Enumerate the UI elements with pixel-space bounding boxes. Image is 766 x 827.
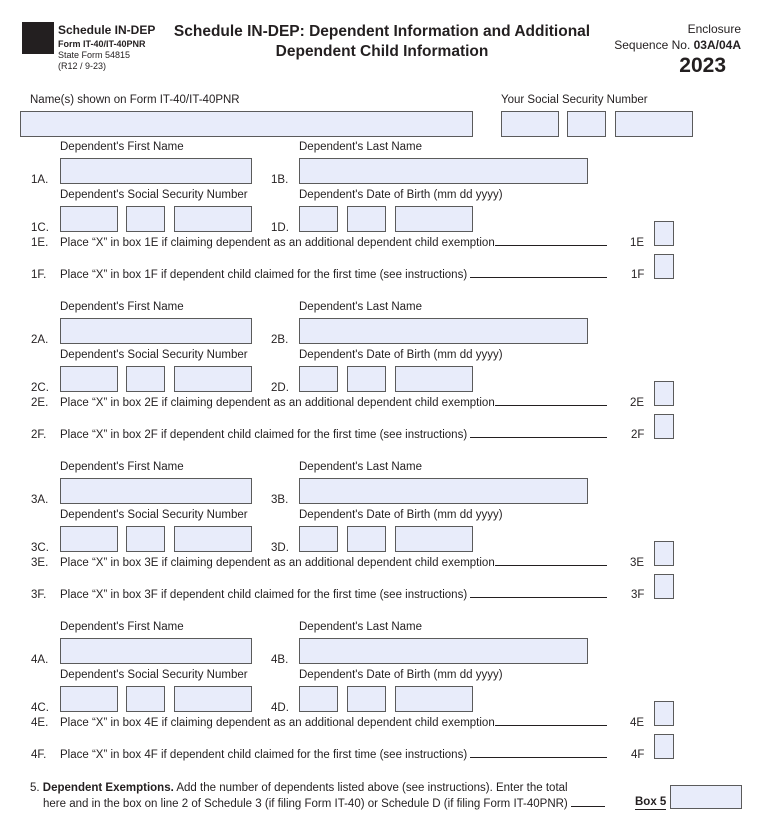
sequence-value: 03A/04A [693, 38, 741, 52]
dep1-line-a: 1A. [31, 174, 49, 186]
leader-line [495, 717, 607, 726]
dep2-dob-month[interactable] [299, 366, 338, 392]
leader-line [495, 557, 607, 566]
dep2-box-e-label: 2E [630, 397, 645, 409]
dep1-first-time-checkbox[interactable] [654, 254, 674, 279]
dep4-first-name-field[interactable] [60, 638, 252, 664]
dep1-box-f-label: 1F [631, 269, 645, 281]
leader-line [470, 589, 607, 598]
dep3-dob-month[interactable] [299, 526, 338, 552]
box5-field[interactable] [670, 785, 742, 809]
dep4-line-a: 4A. [31, 654, 49, 666]
dep3-dob-year[interactable] [395, 526, 473, 552]
dep4-line-d: 4D. [271, 702, 289, 714]
dep4-first-name-label: Dependent's First Name [60, 621, 184, 633]
state-form-number: State Form 54815 [58, 50, 131, 60]
dep2-box-f-label: 2F [631, 429, 645, 441]
dep3-ssn-label: Dependent's Social Security Number [60, 509, 248, 521]
dep1-line-d: 1D. [271, 222, 289, 234]
dep4-dob-year[interactable] [395, 686, 473, 712]
dep4-dob-label: Dependent's Date of Birth (mm dd yyyy) [299, 669, 503, 681]
dep1-line-f: 1F. [31, 269, 47, 281]
line5-instruction-2: here and in the box on line 2 of Schedule 3 (if filing Form IT-40) or Schedule D (if filing Form IT-40PNR) [43, 798, 568, 810]
dep4-additional-exemption-text [60, 717, 607, 730]
revision-date: (R12 / 9-23) [58, 61, 107, 71]
dep4-e-instruction: Place “X” in box 4E if claiming dependent as an additional dependent child exemption [60, 717, 495, 729]
leader-line [571, 798, 605, 807]
dep3-f-instruction: Place “X” in box 3F if dependent child claimed for the first time (see instructions) [60, 589, 468, 601]
box5-label: Box 5 [635, 796, 667, 808]
leader-line [495, 237, 607, 246]
dep3-additional-exemption-text [60, 557, 607, 570]
dep2-f-instruction: Place “X” in box 2F if dependent child claimed for the first time (see instructions) [60, 429, 468, 441]
dep3-first-time-text [60, 589, 607, 602]
dep3-last-name-field[interactable] [299, 478, 588, 504]
dep1-dob-month[interactable] [299, 206, 338, 232]
dep3-dob-label: Dependent's Date of Birth (mm dd yyyy) [299, 509, 503, 521]
dep1-dob-year[interactable] [395, 206, 473, 232]
dep2-line-c: 2C. [31, 382, 49, 394]
dep2-dob-year[interactable] [395, 366, 473, 392]
line5-number: 5. [30, 782, 40, 794]
dep1-ssn-label: Dependent's Social Security Number [60, 189, 248, 201]
dep2-line-a: 2A. [31, 334, 49, 346]
dep4-first-time-text [60, 749, 607, 762]
dep2-ssn-part3[interactable] [174, 366, 252, 392]
dep3-box-e-label: 3E [630, 557, 645, 569]
dep2-dob-label: Dependent's Date of Birth (mm dd yyyy) [299, 349, 503, 361]
dep2-line-f: 2F. [31, 429, 47, 441]
dep1-dob-day[interactable] [347, 206, 386, 232]
dep4-line-f: 4F. [31, 749, 47, 761]
dep1-first-name-label: Dependent's First Name [60, 141, 184, 153]
dep2-ssn-label: Dependent's Social Security Number [60, 349, 248, 361]
leader-line [470, 269, 607, 278]
sequence-number [614, 38, 741, 52]
form-reference: Form IT-40/IT-40PNR [58, 39, 146, 49]
dep1-box-e-label: 1E [630, 237, 645, 249]
dep4-dob-day[interactable] [347, 686, 386, 712]
dep3-line-e: 3E. [31, 557, 49, 569]
dep2-ssn-part1[interactable] [60, 366, 118, 392]
dep1-additional-exemption-text [60, 237, 607, 250]
dep2-ssn-part2[interactable] [126, 366, 165, 392]
indiana-logo [22, 22, 54, 54]
dep2-last-name-label: Dependent's Last Name [299, 301, 423, 313]
dep3-first-name-field[interactable] [60, 478, 252, 504]
enclosure-label: Enclosure [687, 22, 741, 36]
dep3-ssn-part3[interactable] [174, 526, 252, 552]
dep3-line-d: 3D. [271, 542, 289, 554]
dep2-additional-exemption-text [60, 397, 607, 410]
dep1-line-c: 1C. [31, 222, 49, 234]
dep1-first-time-text [60, 269, 607, 282]
taxpayer-ssn-part3[interactable] [615, 111, 693, 137]
dep4-line-c: 4C. [31, 702, 49, 714]
dep1-last-name-label: Dependent's Last Name [299, 141, 423, 153]
dep2-line-b: 2B. [271, 334, 289, 346]
dep4-line-b: 4B. [271, 654, 289, 666]
dep4-box-f-label: 4F [631, 749, 645, 761]
leader-line [495, 397, 607, 406]
dep2-first-time-checkbox[interactable] [654, 414, 674, 439]
dep4-first-time-checkbox[interactable] [654, 734, 674, 759]
dep3-line-b: 3B. [271, 494, 289, 506]
dep3-ssn-part2[interactable] [126, 526, 165, 552]
dep1-ssn-part2[interactable] [126, 206, 165, 232]
dep4-last-name-field[interactable] [299, 638, 588, 664]
dep3-box-f-label: 3F [631, 589, 645, 601]
dep4-ssn-label: Dependent's Social Security Number [60, 669, 248, 681]
dep2-first-time-text [60, 429, 607, 442]
dep1-ssn-part1[interactable] [60, 206, 118, 232]
dep3-line-f: 3F. [31, 589, 47, 601]
dep3-line-c: 3C. [31, 542, 49, 554]
taxpayer-ssn-label: Your Social Security Number [501, 94, 648, 106]
line5-instruction-1: Add the number of dependents listed above (see instructions). Enter the total [176, 782, 568, 794]
leader-line [470, 429, 607, 438]
page-title [170, 22, 594, 62]
dep4-f-instruction: Place “X” in box 4F if dependent child claimed for the first time (see instructions) [60, 749, 468, 761]
dep2-dob-day[interactable] [347, 366, 386, 392]
tax-year: 2023 [679, 54, 726, 77]
dep1-dob-label: Dependent's Date of Birth (mm dd yyyy) [299, 189, 503, 201]
dep4-additional-exemption-checkbox[interactable] [654, 701, 674, 726]
taxpayer-name-label: Name(s) shown on Form IT-40/IT-40PNR [30, 94, 240, 106]
dep2-line-e: 2E. [31, 397, 49, 409]
title-line-2: Dependent Child Information [275, 43, 489, 60]
dep4-last-name-label: Dependent's Last Name [299, 621, 423, 633]
dep4-box-e-label: 4E [630, 717, 645, 729]
dep2-first-name-field[interactable] [60, 318, 252, 344]
dep3-first-time-checkbox[interactable] [654, 574, 674, 599]
taxpayer-ssn-part1[interactable] [501, 111, 559, 137]
dep1-ssn-part3[interactable] [174, 206, 252, 232]
dep2-last-name-field[interactable] [299, 318, 588, 344]
dep4-ssn-part2[interactable] [126, 686, 165, 712]
dep2-line-d: 2D. [271, 382, 289, 394]
schedule-name: Schedule IN-DEP [58, 23, 156, 37]
dep2-first-name-label: Dependent's First Name [60, 301, 184, 313]
dep1-first-name-field[interactable] [60, 158, 252, 184]
dep4-line-e: 4E. [31, 717, 49, 729]
dep1-f-instruction: Place “X” in box 1F if dependent child claimed for the first time (see instructions) [60, 269, 468, 281]
dep3-line-a: 3A. [31, 494, 49, 506]
leader-line [470, 749, 607, 758]
dep3-additional-exemption-checkbox[interactable] [654, 541, 674, 566]
line5-heading: Dependent Exemptions. [42, 782, 174, 794]
line5-text-1 [30, 782, 568, 795]
dep4-dob-month[interactable] [299, 686, 338, 712]
dep3-last-name-label: Dependent's Last Name [299, 461, 423, 473]
dep1-e-instruction: Place “X” in box 1E if claiming dependent as an additional dependent child exemption [60, 237, 495, 249]
dep1-additional-exemption-checkbox[interactable] [654, 221, 674, 246]
dep3-e-instruction: Place “X” in box 3E if claiming dependent as an additional dependent child exemption [60, 557, 495, 569]
dep2-e-instruction: Place “X” in box 2E if claiming dependent as an additional dependent child exemption [60, 397, 495, 409]
title-line-1: Schedule IN-DEP: Dependent Information and Additional [173, 23, 591, 40]
dep4-ssn-part1[interactable] [60, 686, 118, 712]
taxpayer-ssn-part2[interactable] [567, 111, 606, 137]
dep4-ssn-part3[interactable] [174, 686, 252, 712]
taxpayer-name-field[interactable] [20, 111, 473, 137]
dep1-line-b: 1B. [271, 174, 289, 186]
dep2-additional-exemption-checkbox[interactable] [654, 381, 674, 406]
dep1-line-e: 1E. [31, 237, 49, 249]
dep3-ssn-part1[interactable] [60, 526, 118, 552]
sequence-label: Sequence No. [614, 38, 691, 52]
dep1-last-name-field[interactable] [299, 158, 588, 184]
line5-text-2 [43, 798, 605, 811]
dep3-first-name-label: Dependent's First Name [60, 461, 184, 473]
dep3-dob-day[interactable] [347, 526, 386, 552]
